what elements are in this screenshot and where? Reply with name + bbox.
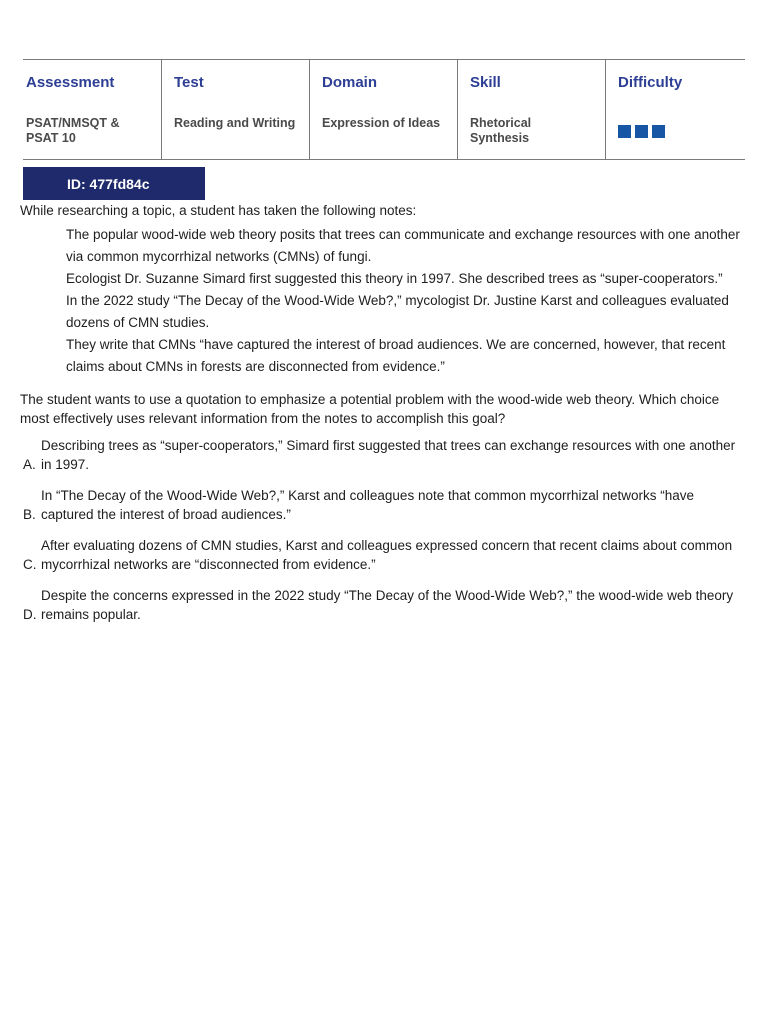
note-item: They write that CMNs “have captured the interest of broad audiences. We are concerned, however, that recent claims about CMNs in forests are disconnected from evidence.”	[66, 337, 726, 374]
difficulty-header: Difficulty	[618, 74, 683, 91]
domain-header: Domain	[322, 74, 378, 91]
notes-list	[66, 224, 748, 378]
choice-text: Despite the concerns expressed in the 2022 study “The Decay of the Wood-Wide Web?,” the wood-wide web theory remains popular.	[41, 588, 734, 622]
difficulty-column	[606, 60, 745, 159]
choice-text: In “The Decay of the Wood-Wide Web?,” Karst and colleagues note that common mycorrhizal networks “have captured the interest of broad audiences.”	[41, 488, 695, 522]
skill-value: Rhetorical Synthesis	[470, 116, 532, 145]
domain-value: Expression of Ideas	[322, 116, 441, 130]
note-item: The popular wood-wide web theory posits that trees can communicate and exchange resources with one another via common mycorrhizal networks (CMNs) of fungi.	[66, 227, 740, 264]
question-prompt: The student wants to use a quotation to emphasize a potential problem with the wood-wide web theory. Which choice most effectively uses relevant information from the notes to accomplish this goal?	[20, 392, 720, 426]
choice-letter: A.	[23, 457, 36, 472]
test-column	[162, 60, 310, 159]
question-id-badge: ID: 477fd84c	[23, 167, 205, 200]
assessment-header: Assessment	[26, 74, 115, 91]
choice-letter: D.	[23, 607, 37, 622]
choice-letter: C.	[23, 557, 37, 572]
test-header: Test	[174, 74, 204, 91]
answer-choice-c[interactable]	[23, 536, 743, 574]
difficulty-indicator	[618, 125, 665, 138]
answer-choice-d[interactable]	[23, 586, 743, 624]
choice-text: Describing trees as “super-cooperators,” Simard first suggested that trees can exchange resources with one another in 1997.	[41, 438, 736, 472]
domain-column	[310, 60, 458, 159]
test-value: Reading and Writing	[174, 116, 296, 130]
difficulty-bar	[618, 125, 631, 138]
difficulty-bar	[652, 125, 665, 138]
choice-letter: B.	[23, 507, 36, 522]
notes-intro: While researching a topic, a student has taken the following notes:	[20, 203, 417, 218]
assessment-column	[23, 60, 162, 159]
note-item: In the 2022 study “The Decay of the Wood-Wide Web?,” mycologist Dr. Justine Karst and colleagues evaluated dozens of CMN studies.	[66, 293, 729, 330]
answer-choice-a[interactable]	[23, 436, 743, 474]
skill-header: Skill	[470, 74, 501, 91]
choice-text: After evaluating dozens of CMN studies, Karst and colleagues expressed concern that recent claims about common mycorrhizal networks are “disconnected from evidence.”	[41, 538, 733, 572]
difficulty-bar	[635, 125, 648, 138]
note-item: Ecologist Dr. Suzanne Simard first suggested this theory in 1997. She described trees as “super-cooperators.”	[66, 271, 723, 286]
question-metadata-table	[23, 59, 745, 160]
answer-choice-b[interactable]	[23, 486, 743, 524]
skill-column	[458, 60, 606, 159]
assessment-value: PSAT/NMSQT & PSAT 10	[26, 116, 120, 145]
